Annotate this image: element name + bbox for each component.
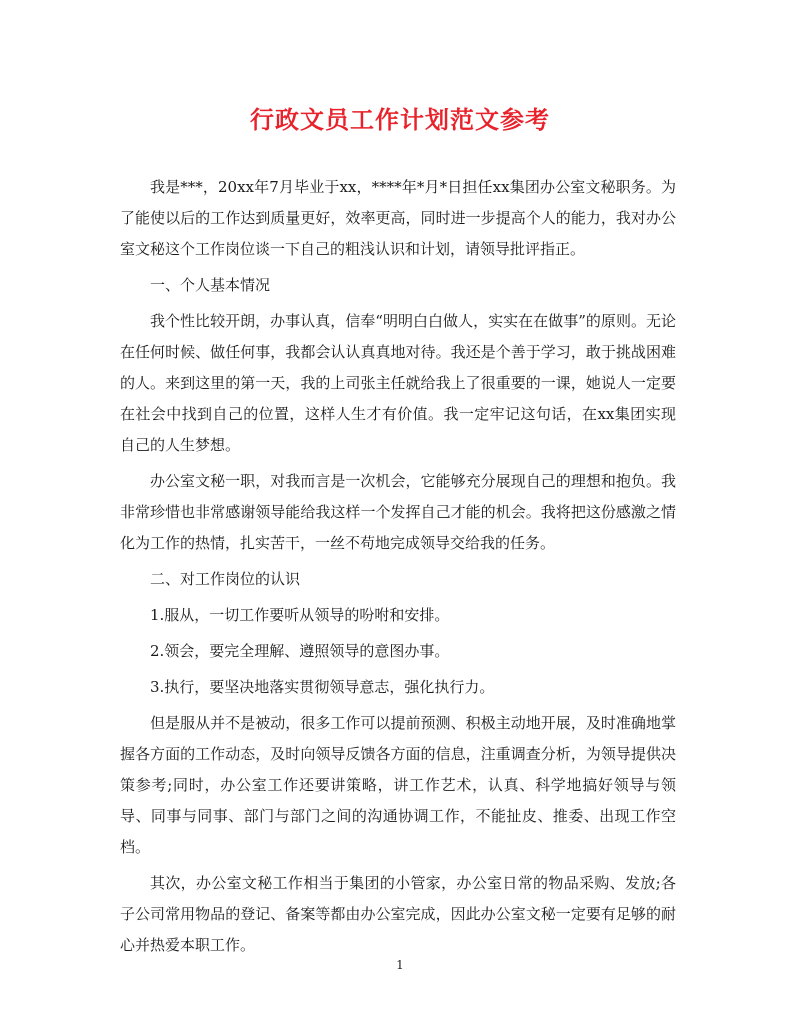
page-number: 1 xyxy=(396,958,404,972)
paragraph-intro: 我是***，20xx年7月毕业于xx，****年*月*日担任xx集团办公室文秘职务。为了能使以后的工作达到质量更好，效率更高，同时进一步提高个人的能力，我对办公室文秘这个工作岗位谈一下自己的粗浅认识和计划，请领导批评指正。 xyxy=(120,178,676,258)
list-item-2: 2.领会，要完全理解、遵照领导的意图办事。 xyxy=(150,642,450,660)
document-body xyxy=(120,172,676,966)
document-title: 行政文员工作计划范文参考 xyxy=(250,106,550,134)
paragraph-opportunity: 办公室文秘一职，对我而言是一次机会，它能够充分展现自己的理想和抱负。我非常珍惜也非常感谢领导能给我这样一个发挥自己才能的机会。我将把这份感激之情化为工作的热情，扎实苦干，一丝不苟地完成领导交给我的任务。 xyxy=(120,472,676,552)
paragraph-proactive: 但是服从并不是被动，很多工作可以提前预测、积极主动地开展，及时准确地掌握各方面的工作动态，及时向领导反馈各方面的信息，注重调查分析，为领导提供决策参考;同时，办公室工作还要讲策略，讲工作艺术，认真、科学地搞好领导与领导、同事与同事、部门与部门之间的沟通协调工作，不能扯皮、推委、出现工作空档。 xyxy=(120,714,676,856)
paragraph-personal-info: 我个性比较开朗，办事认真，信奉“明明白白做人，实实在在做事”的原则。无论在任何时候、做任何事，我都会认认真真地对待。我还是个善于学习，敢于挑战困难的人。来到这里的第一天，我的上司张主任就给我上了很重要的一课，她说人一定要在社会中找到自己的位置，这样人生才有价值。我一定牢记这句话，在xx集团实现自己的人生梦想。 xyxy=(120,312,676,454)
section-heading-2: 二、对工作岗位的认识 xyxy=(150,570,301,588)
paragraph-housekeeper: 其次，办公室文秘工作相当于集团的小管家，办公室日常的物品采购、发放;各子公司常用物品的登记、备案等都由办公室完成，因此办公室文秘一定要有足够的耐心并热爱本职工作。 xyxy=(120,874,676,954)
list-item-3: 3.执行，要坚决地落实贯彻领导意志，强化执行力。 xyxy=(150,678,495,696)
section-heading-1: 一、个人基本情况 xyxy=(150,276,271,294)
list-item-1: 1.服从，一切工作要听从领导的吩咐和安排。 xyxy=(150,606,450,624)
